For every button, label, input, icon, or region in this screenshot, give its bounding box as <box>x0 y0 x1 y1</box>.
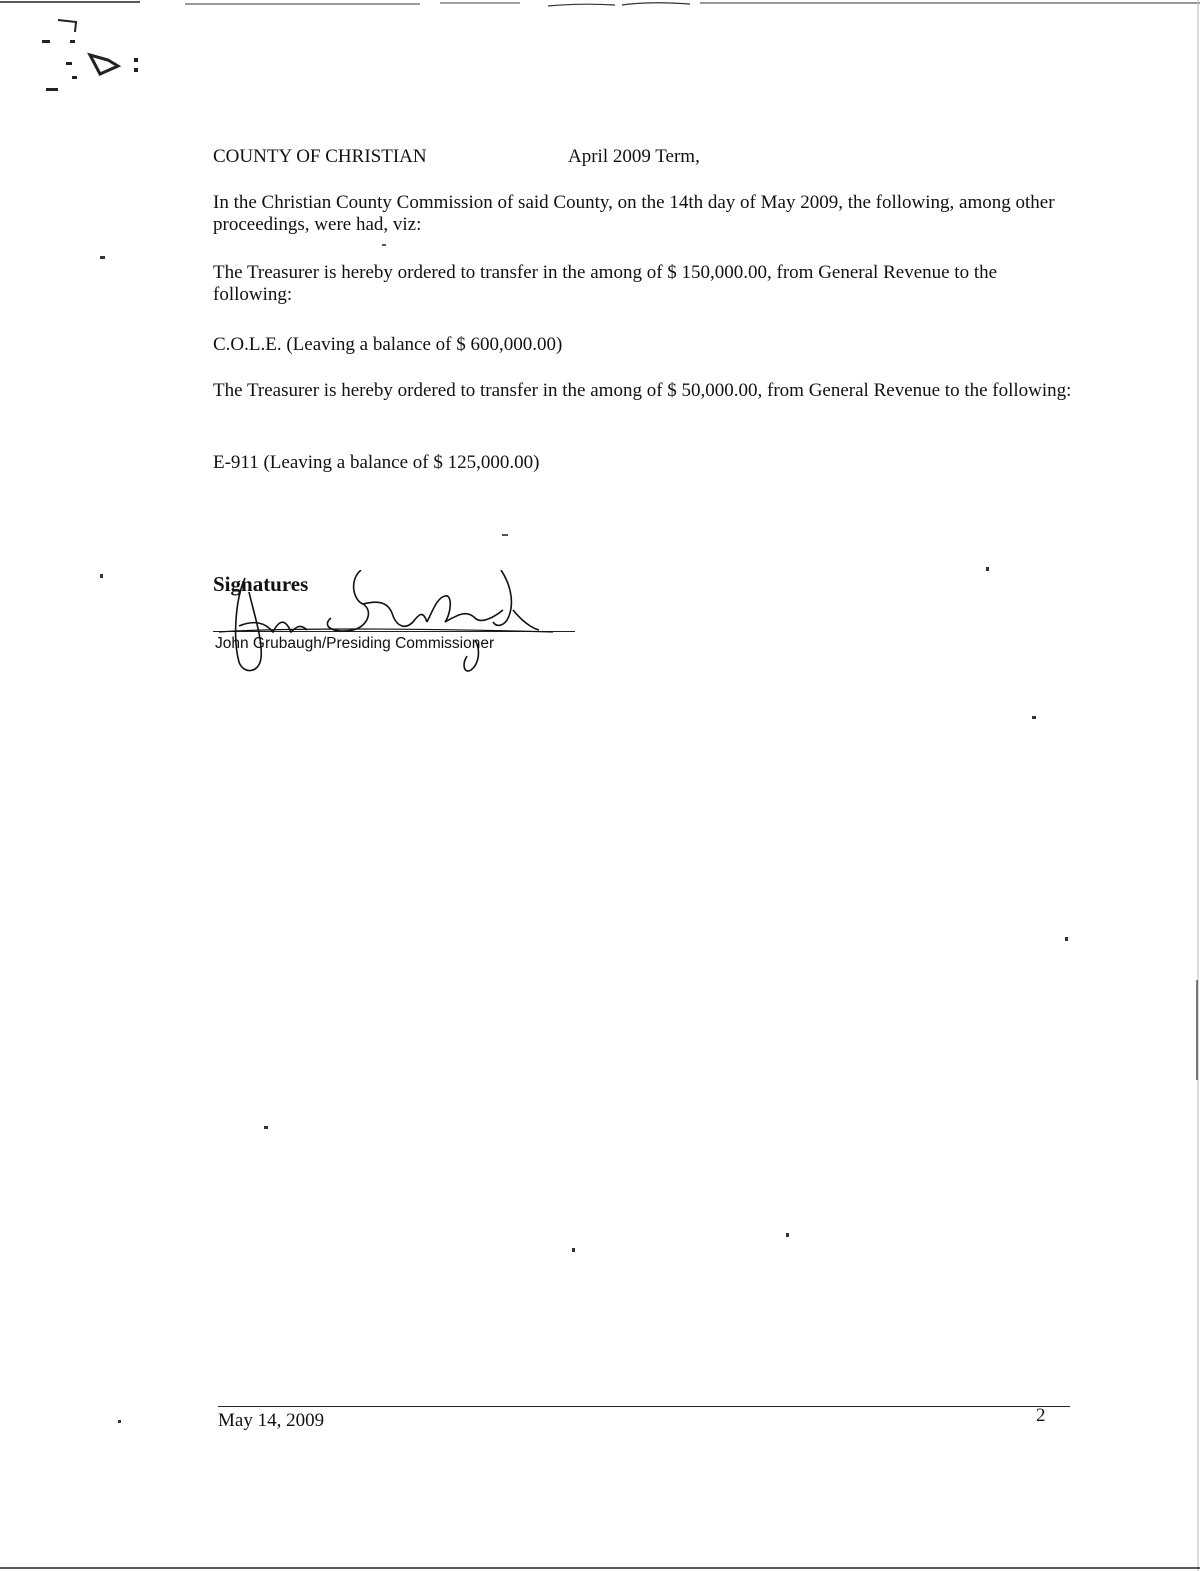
signature-block <box>213 570 583 680</box>
term-label: April 2009 Term, <box>568 146 700 167</box>
county-name: COUNTY OF CHRISTIAN <box>213 146 427 167</box>
transfer-order-1: The Treasurer is hereby ordered to transfer in the among of $ 150,000.00, from General Revenue to the following: <box>213 262 998 305</box>
proceedings-intro: In the Christian County Commission of said County, on the 14th day of May 2009, the following, among other proceedings, were had, viz: <box>213 192 1055 235</box>
footer-date: May 14, 2009 <box>218 1410 325 1431</box>
transfer-order-2: The Treasurer is hereby ordered to transfer in the among of $ 50,000.00, from General Revenue to the following: <box>213 380 1072 401</box>
scan-edge-bottom <box>0 1561 1200 1571</box>
signatures-heading: Signatures <box>213 572 309 596</box>
footer-rule <box>218 1406 1070 1407</box>
transfer-recipient-1: C.O.L.E. (Leaving a balance of $ 600,000.00) <box>213 334 563 355</box>
handwritten-signature <box>213 570 583 680</box>
page-number: 2 <box>1036 1405 1046 1426</box>
scan-edge-right <box>1194 0 1200 1571</box>
scan-edge-top <box>0 0 1200 12</box>
signatory-name: John Grubaugh/Presiding Commissioner <box>215 635 495 652</box>
transfer-recipient-2: E-911 (Leaving a balance of $ 125,000.00) <box>213 452 540 473</box>
